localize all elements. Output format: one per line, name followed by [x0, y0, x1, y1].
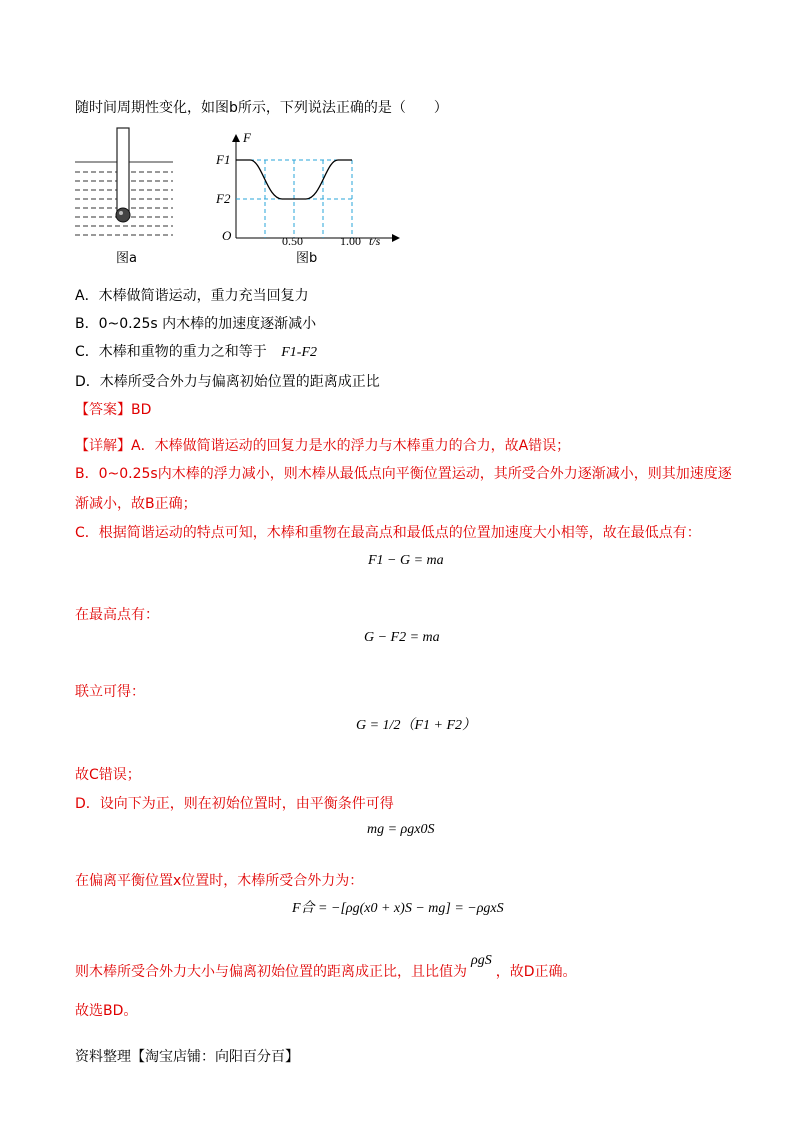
analysis-c-conclusion: 故C错误；	[75, 767, 141, 783]
d-conclusion-post: ，故D正确。	[495, 964, 577, 980]
option-c-formula: F1-F2	[281, 345, 317, 360]
y-axis-label: F	[243, 130, 251, 145]
analysis-intro: 【详解】A．木棒做简谐运动的回复力是水的浮力与木棒重力的合力，故A错误；	[75, 438, 571, 454]
formula-highest-point: G − F2 = ma	[364, 630, 440, 645]
analysis-at-highest: 在最高点有：	[75, 607, 159, 623]
option-c-text: C．木棒和重物的重力之和等于	[75, 344, 267, 360]
x-tick-100: 1.00	[340, 234, 361, 248]
force-curve	[236, 160, 352, 199]
figure-a-diagram	[70, 124, 180, 244]
y-tick-f2: F2	[216, 191, 231, 206]
option-c	[75, 342, 317, 363]
analysis-c-intro: C．根据简谐运动的特点可知，木棒和重物在最高点和最低点的位置加速度大小相等，故在最低点有：	[75, 525, 701, 541]
analysis-b-line2: 渐减小，故B正确；	[75, 496, 197, 512]
option-b: B．0~0.25s 内木棒的加速度逐渐减小	[75, 316, 317, 332]
formula-equilibrium: mg = ρgx0S	[367, 822, 435, 837]
question-stem: 随时间周期性变化，如图b所示，下列说法正确的是（ ）	[75, 100, 448, 116]
y-tick-f1: F1	[216, 152, 231, 167]
answer-label: 【答案】BD	[75, 402, 152, 418]
option-d: D．木棒所受合外力与偏离初始位置的距离成正比	[75, 374, 380, 390]
formula-net-force: F合 = −[ρg(x0 + x)S − mg] = −ρgxS	[292, 901, 504, 916]
figure-b-label: 图b	[296, 251, 318, 266]
wooden-rod	[117, 128, 129, 212]
d-conclusion-pre: 则木棒所受合外力大小与偏离初始位置的距离成正比，且比值为	[75, 964, 467, 980]
analysis-b-line1: B．0~0.25s内木棒的浮力减小，则木棒从最低点向平衡位置运动，其所受合外力逐渐减小，则其加速度逐	[75, 466, 732, 482]
x-axis-label: t/s	[369, 234, 381, 248]
analysis-deviation: 在偏离平衡位置x位置时，木棒所受合外力为：	[75, 873, 364, 889]
analysis-combine: 联立可得：	[75, 684, 145, 700]
d-ratio-formula: ρgS	[471, 953, 492, 968]
footer-source: 资料整理【淘宝店铺：向阳百分百】	[75, 1049, 299, 1065]
formula-lowest-point: F1 − G = ma	[368, 553, 444, 568]
x-tick-050: 0.50	[282, 234, 303, 248]
analysis-d-intro: D．设向下为正，则在初始位置时，由平衡条件可得	[75, 796, 394, 812]
analysis-d-conclusion	[75, 953, 577, 983]
origin-label: O	[222, 228, 232, 243]
analysis-final: 故选BD。	[75, 1003, 138, 1019]
formula-gravity: G = 1/2（F1 + F2）	[356, 718, 476, 733]
weight-ball	[116, 208, 130, 222]
option-a: A．木棒做简谐运动，重力充当回复力	[75, 288, 309, 304]
figure-b-graph	[212, 130, 412, 250]
figure-a-label: 图a	[116, 251, 137, 266]
